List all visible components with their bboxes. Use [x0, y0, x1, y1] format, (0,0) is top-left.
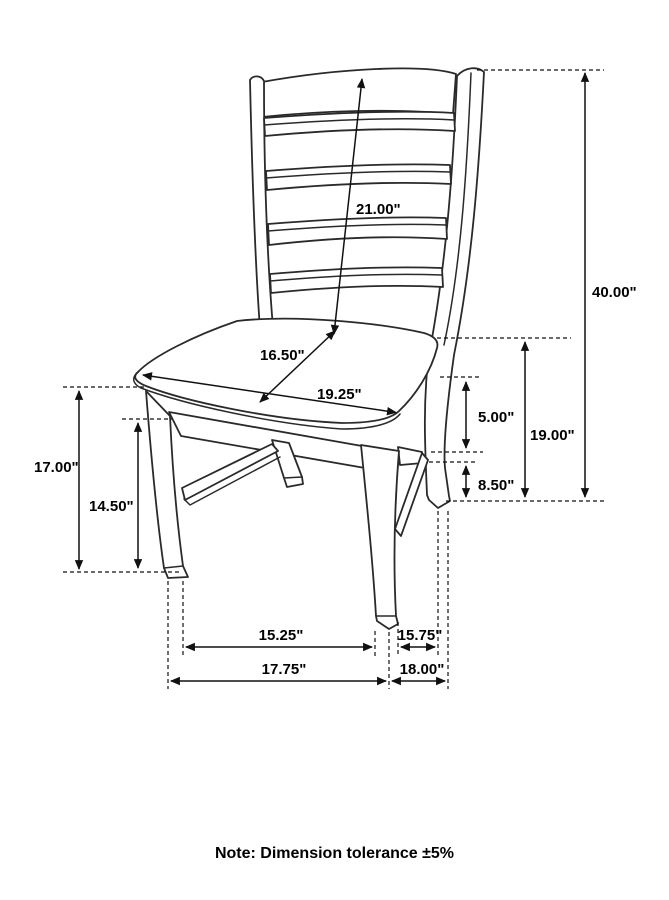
- dim-front-leg-inner-span: [186, 627, 372, 647]
- dim-label: 18.00": [399, 661, 445, 678]
- dim-label: 21.00": [356, 201, 401, 218]
- back-slat: [268, 217, 447, 245]
- dim-label: 19.25": [317, 386, 362, 403]
- dim-label: 16.50": [260, 347, 305, 364]
- dim-front-leg-outer-span: [171, 661, 386, 681]
- dim-label: 40.00": [592, 284, 637, 301]
- dim-label: 17.00": [34, 459, 79, 476]
- rear-left-leg-foot-line: [284, 477, 302, 478]
- left-side-stretcher: [182, 444, 278, 500]
- dim-side-leg-inner-span: [398, 627, 443, 647]
- dim-side-leg-outer-span: [392, 661, 445, 681]
- back-slat: [266, 164, 451, 190]
- seat-cushion: [135, 319, 437, 423]
- tolerance-note: Note: Dimension tolerance ±5%: [214, 845, 455, 862]
- back-slat: [270, 267, 443, 293]
- back-slat: [264, 112, 455, 136]
- chair-line-drawing: [134, 68, 484, 629]
- dim-label: 8.50": [478, 477, 515, 494]
- front-right-leg: [361, 445, 399, 629]
- dim-label: 15.75": [397, 627, 443, 644]
- dim-label: 15.25": [258, 627, 304, 644]
- dim-label: 19.00": [530, 427, 575, 444]
- dim-label: 14.50": [89, 498, 134, 515]
- dim-label: 5.00": [478, 409, 515, 426]
- dim-label: 17.75": [261, 661, 307, 678]
